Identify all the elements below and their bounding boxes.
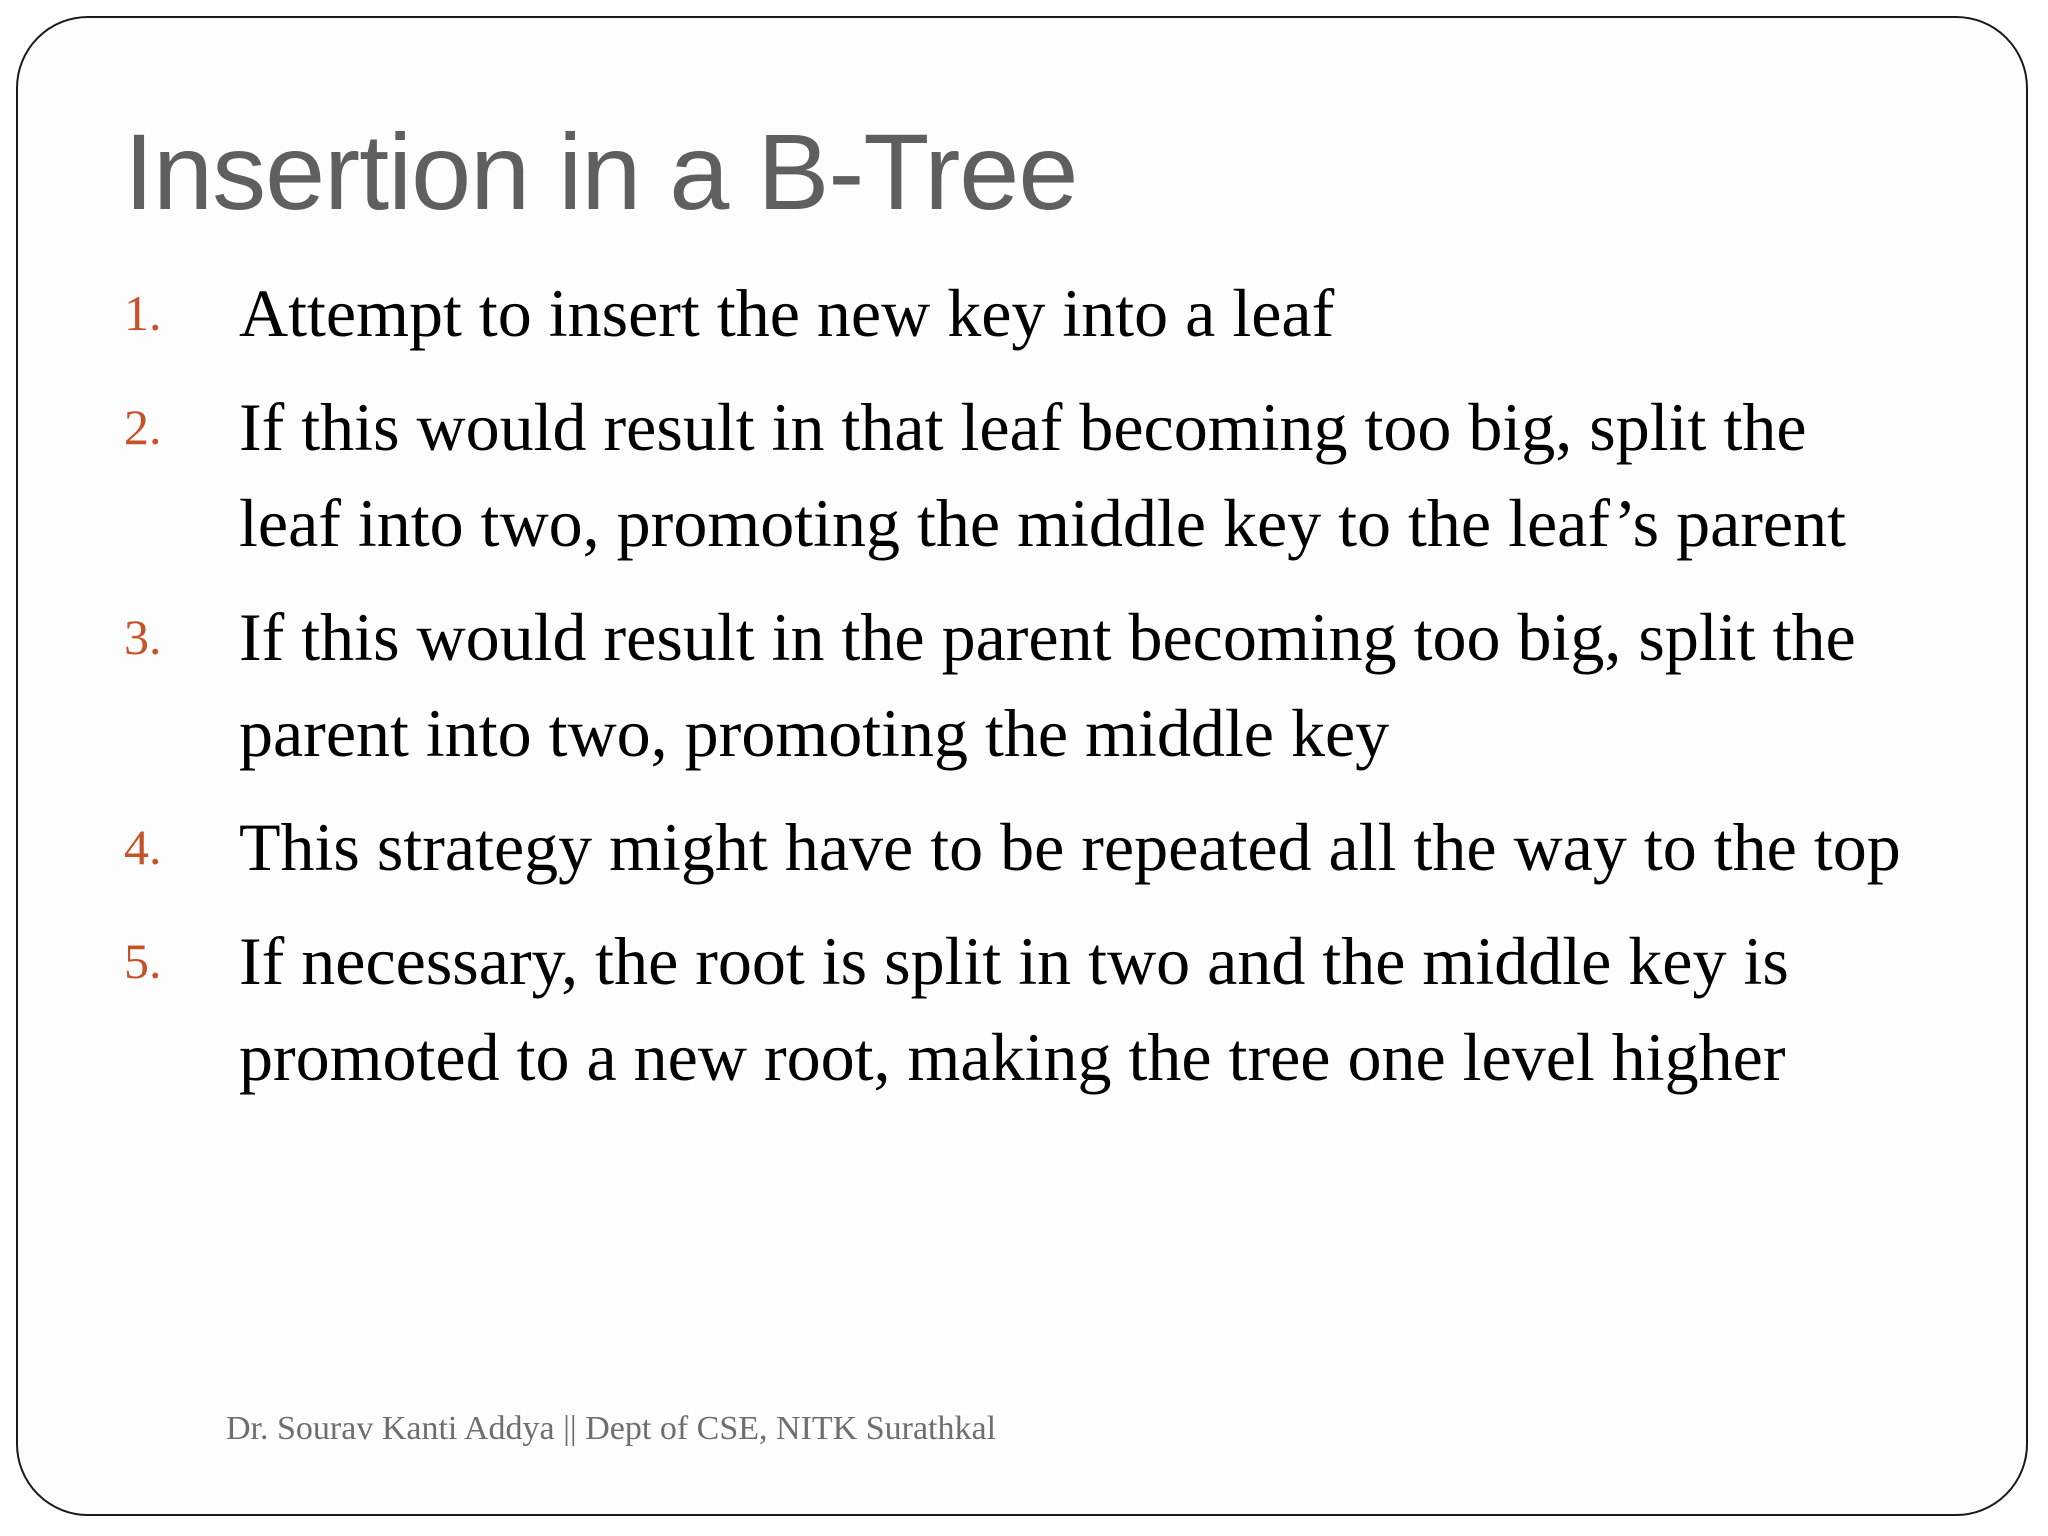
item-number: 3. [124, 609, 162, 665]
item-number: 1. [124, 285, 162, 341]
list-item [124, 265, 1924, 361]
item-text: Attempt to insert the new key into a leaf [239, 275, 1335, 351]
item-number: 2. [124, 399, 162, 455]
list-item [124, 589, 1924, 781]
list-item [124, 913, 1924, 1105]
item-text: If this would result in the parent becoming too big, split the parent into two, promoting the middle key [239, 599, 1856, 771]
item-text: If this would result in that leaf becoming too big, split the leaf into two, promoting the middle key to the leaf’s parent [239, 389, 1846, 561]
slide-title: Insertion in a B-Tree [124, 111, 1078, 232]
slide-footer: Dr. Sourav Kanti Addya || Dept of CSE, NITK Surathkal [226, 1410, 997, 1447]
list-item [124, 379, 1924, 571]
steps-list [124, 265, 1924, 1123]
item-text: If necessary, the root is split in two and the middle key is promoted to a new root, making the tree one level higher [239, 923, 1789, 1095]
list-item [124, 799, 1924, 895]
item-number: 4. [124, 819, 162, 875]
item-number: 5. [124, 933, 162, 989]
item-text: This strategy might have to be repeated all the way to the top [239, 809, 1901, 885]
